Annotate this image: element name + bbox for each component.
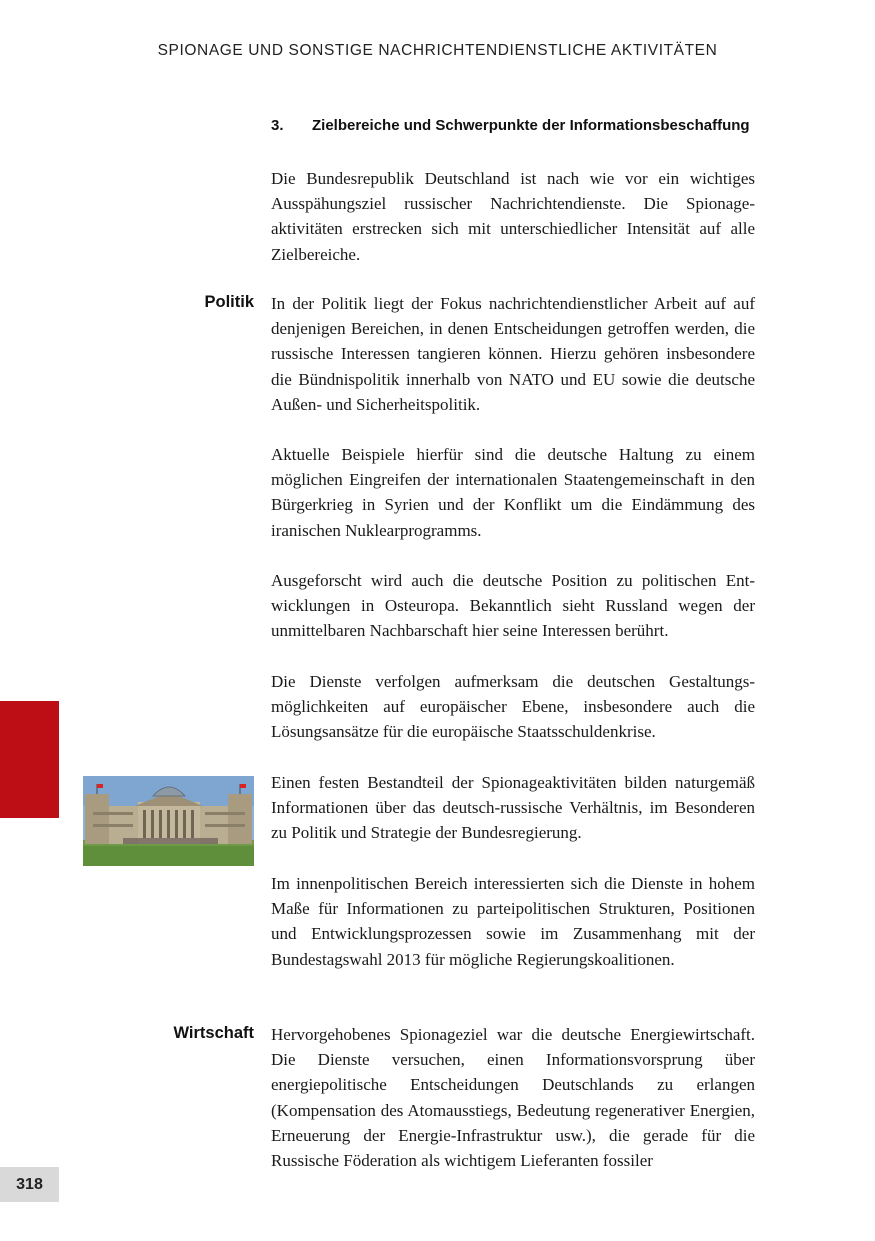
paragraph-politik-focus: In der Politik liegt der Fokus nachrichtendienstlicher Arbeit auf auf denjenigen Bereichen, in denen Entscheidungen getroffen werden, die russische Interessen tangieren können. Hierzu gehören insbesondere die Bündnispolitik innerhalb von NATO und EU sowie die deutsche Außen- und Sicherheitspolitik.: [271, 294, 755, 414]
running-header: SPIONAGE UND SONSTIGE NACHRICHTENDIENSTLICHE AKTIVITÄTEN: [157, 42, 718, 59]
chapter-tab-marker: [0, 701, 59, 818]
paragraph-osteuropa: Ausgeforscht wird auch die deutsche Position zu politischen Entwicklungen in Osteuropa. Bekanntlich sieht Russland wegen der unmittelbaren Nachbarschaft hier seine Interessen berührt.: [271, 571, 755, 641]
margin-label-wirtschaft: Wirtschaft: [173, 1024, 254, 1042]
margin-label-politik: Politik: [204, 293, 254, 311]
paragraph-europa: Die Dienste verfolgen aufmerksam die deutschen Gestaltungsmöglichkeiten auf europäischer Ebene, insbesondere auch die Lösungsansätze für die europäische Staatsschuldenkrise.: [271, 672, 755, 742]
paragraph-deutsch-russisch: Einen festen Bestandteil der Spionageaktivitäten bilden naturgemäß Informationen über das deutsch-russische Verhältnis, im Besonderen zu Politik und Strategie der Bundesregierung.: [271, 773, 755, 843]
paragraph-wirtschaft: Hervorgehobenes Spionageziel war die deutsche Energiewirtschaft. Die Dienste versuchen, einen Informationsvorsprung über energiepolitische Entscheidungen Deutschlands zu erlangen (Kompensation des Atomausstiegs, Bedeutung regenerativer Energien, Erneuerung der Energie-Infrastruktur usw.), die gerade für die Russische Föderation als wichtigem Lieferanten fossiler: [271, 1025, 755, 1171]
section-heading: [271, 117, 755, 134]
paragraph-current-examples: Aktuelle Beispiele hierfür sind die deutsche Haltung zu einem möglichen Eingreifen der internationalen Staatengemeinschaft in den Bürgerkrieg in Syrien und der Konflikt um die Eindämmung des iranischen Nuklearprogramms.: [271, 445, 755, 540]
paragraph-intro: Die Bundesrepublik Deutschland ist nach wie vor ein wichtiges Ausspähungsziel russischer Nachrichtendienste. Die Spionageaktivitäten erstrecken sich mit unterschiedlicher Intensität auf alle Zielbereiche.: [271, 169, 755, 264]
page-number: 318: [0, 1167, 59, 1202]
section-number: 3.: [271, 117, 284, 134]
paragraph-innenpolitik: Im innenpolitischen Bereich interessierten sich die Dienste in hohem Maße für Informationen zu parteipolitischen Strukturen, Positionen und Entwicklungsprozessen sowie im Zusammenhang mit der Bundestagswahl 2013 für mögliche Regierungskoalitionen.: [271, 874, 755, 969]
section-title: Zielbereiche und Schwerpunkte der Informationsbeschaffung: [312, 117, 750, 134]
reichstag-photo: [83, 776, 254, 866]
